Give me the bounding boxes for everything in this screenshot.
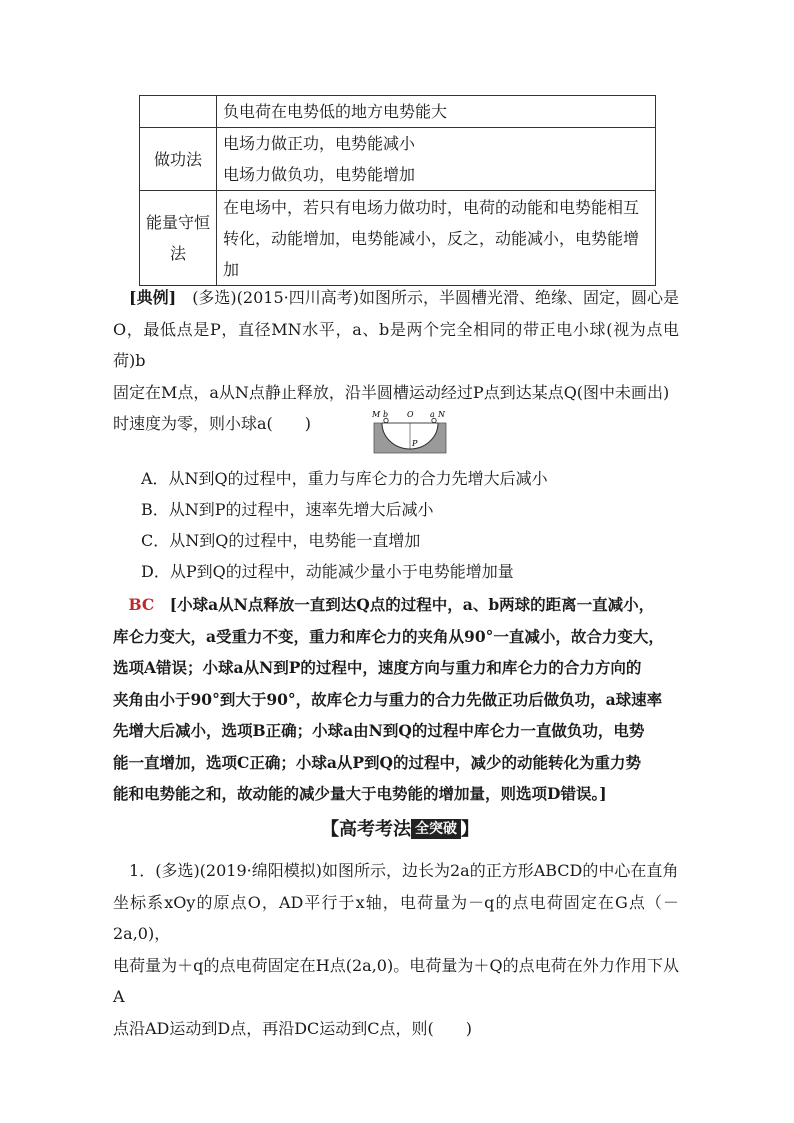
- trough-diagram: [372, 409, 448, 455]
- option-d: D．从P到Q的过程中，动能减少量小于电势能增加量: [141, 562, 514, 581]
- question-line: 点沿AD运动到D点，再沿DC运动到C点，则( ): [113, 1018, 473, 1038]
- label-O: O: [407, 410, 414, 419]
- desc-line: 电场力做正功，电势能减小: [223, 134, 416, 153]
- section-title: 高考考法: [339, 819, 411, 840]
- option-c: C．从N到Q的过程中，电势能一直增加: [141, 531, 421, 550]
- label-b: b: [383, 410, 389, 419]
- section-tag-sub: QUANTUPO: [418, 839, 454, 845]
- table-row: [140, 128, 656, 191]
- example-line: O，最低点是P，直径MN水平，a、b是两个完全相同的带正电小球(视为点电荷)b: [113, 319, 679, 370]
- label-a: a: [430, 410, 435, 419]
- bracket-left: 【: [321, 819, 339, 840]
- label-N: N: [438, 410, 445, 419]
- label-M: M: [372, 410, 381, 419]
- question-1: [113, 855, 679, 1044]
- method-name-cell: [140, 191, 217, 286]
- name-line: 法: [169, 244, 186, 263]
- desc-line: 转化，动能增加，电势能减小，反之，动能减小，电势能增: [223, 228, 640, 248]
- method-desc-cell: [217, 191, 656, 286]
- section-tag: 全突破 QUANTUPO: [411, 819, 461, 839]
- answer-line: 库仑力变大，a受重力不变，重力和库仑力的夹角从90°一直减小，故合力变大，: [113, 626, 664, 646]
- answer-explanation: [113, 589, 679, 810]
- table-row: [140, 191, 656, 286]
- question-line: 电荷量为＋q的点电荷固定在H点(2a,0)。电荷量为＋Q的点电荷在外力作用下从A: [113, 955, 679, 1006]
- example-label: [典例]: [129, 288, 177, 307]
- bracket-right: 】: [461, 819, 479, 840]
- label-P: P: [412, 439, 418, 448]
- question-line: 坐标系xOy的原点O，AD平行于x轴，电荷量为－q的点电荷固定在G点（－2a,0)，: [113, 892, 679, 943]
- answer-line: BC [小球a从N点释放一直到达Q点的过程中，a、b两球的距离一直减小，: [128, 595, 655, 614]
- method-desc-cell: [217, 128, 656, 191]
- desc-line: 加: [223, 259, 240, 279]
- table-row: [140, 96, 656, 128]
- desc-line: 负电荷在电势低的地方电势能大: [223, 102, 448, 121]
- answer-letters: BC: [128, 595, 155, 614]
- semicircle-trough-figure: [372, 409, 448, 455]
- answer-line: 能一直增加，选项C正确；小球a从P到Q的过程中，减少的动能转化为重力势: [113, 752, 642, 772]
- method-name-cell: 做功法: [140, 128, 217, 191]
- answer-line: 选项A错误；小球a从N到P的过程中，速度方向与重力和库仑力的合力方向的: [113, 658, 642, 677]
- example-line: 时速度为零，则小球a( ): [113, 414, 312, 433]
- option-a: A．从N到Q的过程中，重力与库仑力的合力先增大后减小: [141, 469, 548, 488]
- desc-line: 在电场中，若只有电场力做功时，电荷的动能和电势能相互: [223, 197, 640, 217]
- section-heading: [300, 814, 500, 846]
- answer-line: 夹角由小于90°到大于90°，故库仑力与重力的合力先做正功后做负功，a球速率: [113, 689, 663, 709]
- example-line: [典例] (多选)(2015·四川高考)如图所示，半圆槽光滑、绝缘、固定，圆心是: [129, 288, 679, 307]
- answer-line: 能和电势能之和，故动能的减少量大于电势能的增加量，则选项D错误。]: [113, 784, 607, 803]
- option-b: B．从N到P的过程中，速率先增大后减小: [141, 500, 434, 519]
- methods-table: [139, 95, 656, 286]
- question-line: 1．(多选)(2019·绵阳模拟)如图所示，边长为2a的正方形ABCD的中心在直角: [129, 861, 679, 880]
- method-name-cell: [140, 96, 217, 128]
- answer-line: 先增大后减小，选项B正确；小球a由N到Q的过程中库仑力一直做负功，电势: [113, 721, 645, 740]
- name-line: 能量守恒: [145, 213, 210, 232]
- example-line: 固定在M点，a从N点静止释放，沿半圆槽运动经过P点到达某点Q(图中未画出): [113, 382, 670, 402]
- desc-line: 电场力做负功，电势能增加: [223, 165, 416, 184]
- method-desc-cell: [217, 96, 656, 128]
